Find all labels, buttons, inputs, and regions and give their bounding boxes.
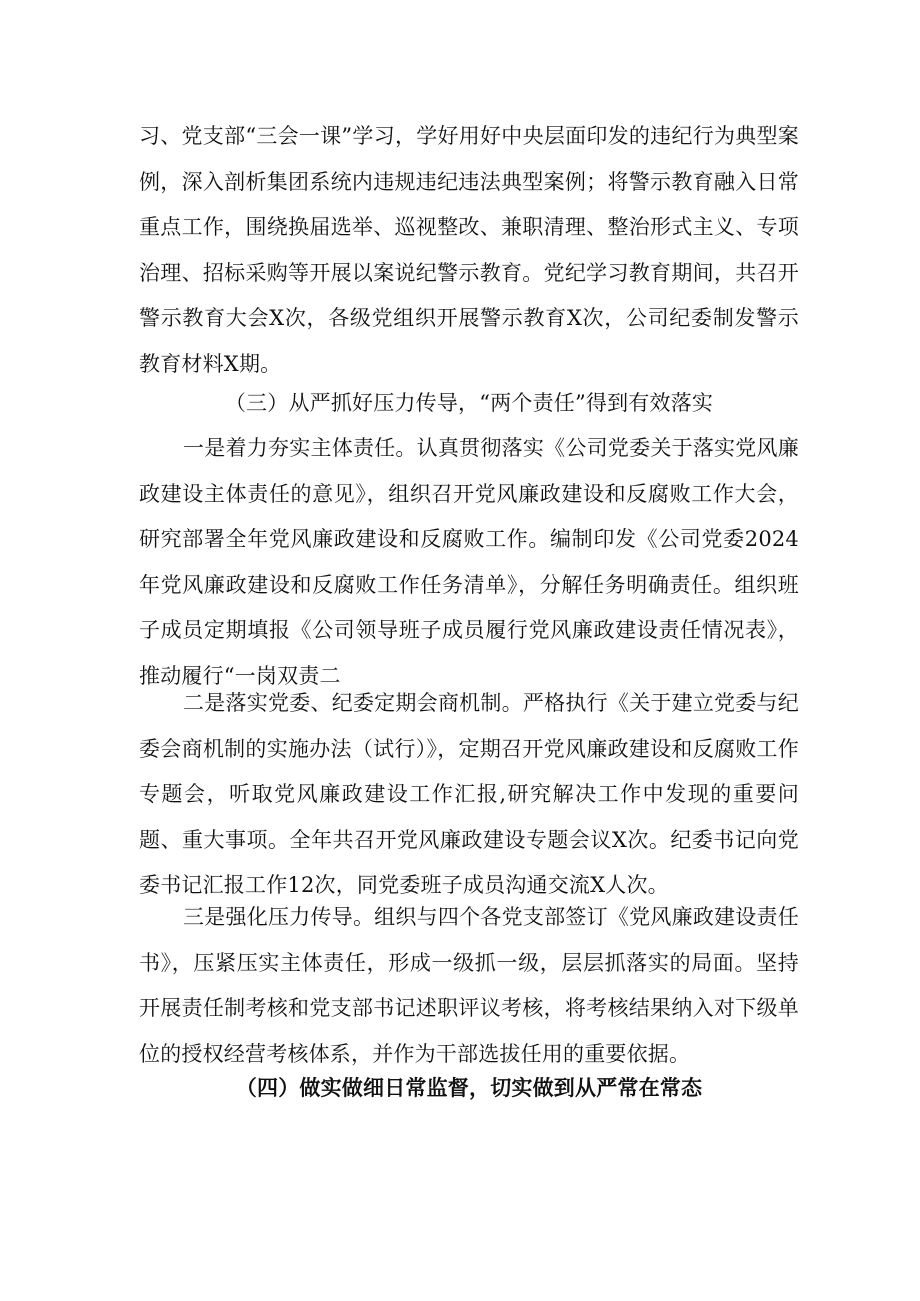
paragraph-text: 一是着力夯实主体责任。认真贯彻落实《公司党委关于落实党风廉政建设主体责任的意见》，组织召开党风廉政建设和反腐败工作大会，研究部署全年党风廉政建设和反腐败工作。编制印发《公司党委2024年党风廉政建设和反腐败工作任务清单》，分解任务明确责任。组织班子成员定期填报《公司领导班子成员履行党风廉政建设责任情况表》，推动履行“一岗双责二 [139,436,799,688]
section-heading-3 [139,381,799,427]
paragraph-text: 三是强化压力传导。组织与四个各党支部签订《党风廉政建设责任书》，压紧压实主体责任，形成一级抓一级，层层抓落实的局面。坚持开展责任制考核和党支部书记述职评议考核，将考核结果纳入对下级单位的授权经营考核体系，并作为干部选拔任用的重要依据。 [139,905,799,1066]
heading-text: （四）做实做细日常监督，切实做到从严常在常态 [235,1075,703,1100]
section-heading-4 [139,1065,799,1111]
paragraph-pressure-transmission [139,895,799,1077]
paragraph-text: 习、党支部“三会一课”学习，学好用好中央层面印发的违纪行为典型案例，深入剖析集团系统内违规违纪违法典型案例；将警示教育融入日常重点工作，围绕换届选举、巡视整改、兼职清理、整治形式主义、专项治理、招标采购等开展以案说纪警示教育。党纪学习教育期间，共召开警示教育大会X次，各级党组织开展警示教育X次，公司纪委制发警示教育材料X期。 [139,124,799,376]
paragraph-main-responsibility [139,426,799,699]
paragraph-text: 二是落实党委、纪委定期会商机制。严格执行《关于建立党委与纪委会商机制的实施办法（试行）》，定期召开党风廉政建设和反腐败工作专题会，听取党风廉政建设工作汇报,研究解决工作中发现的重要问题、重大事项。全年共召开党风廉政建设专题会议X次。纪委书记向党委书记汇报工作12次，同党委班子成员沟通交流X人次。 [139,691,799,897]
paragraph-consultation-mechanism [139,681,799,909]
heading-text: （三）从严抓好压力传导，“两个责任”得到有效落实 [224,391,714,415]
paragraph-warning-education [139,114,799,387]
